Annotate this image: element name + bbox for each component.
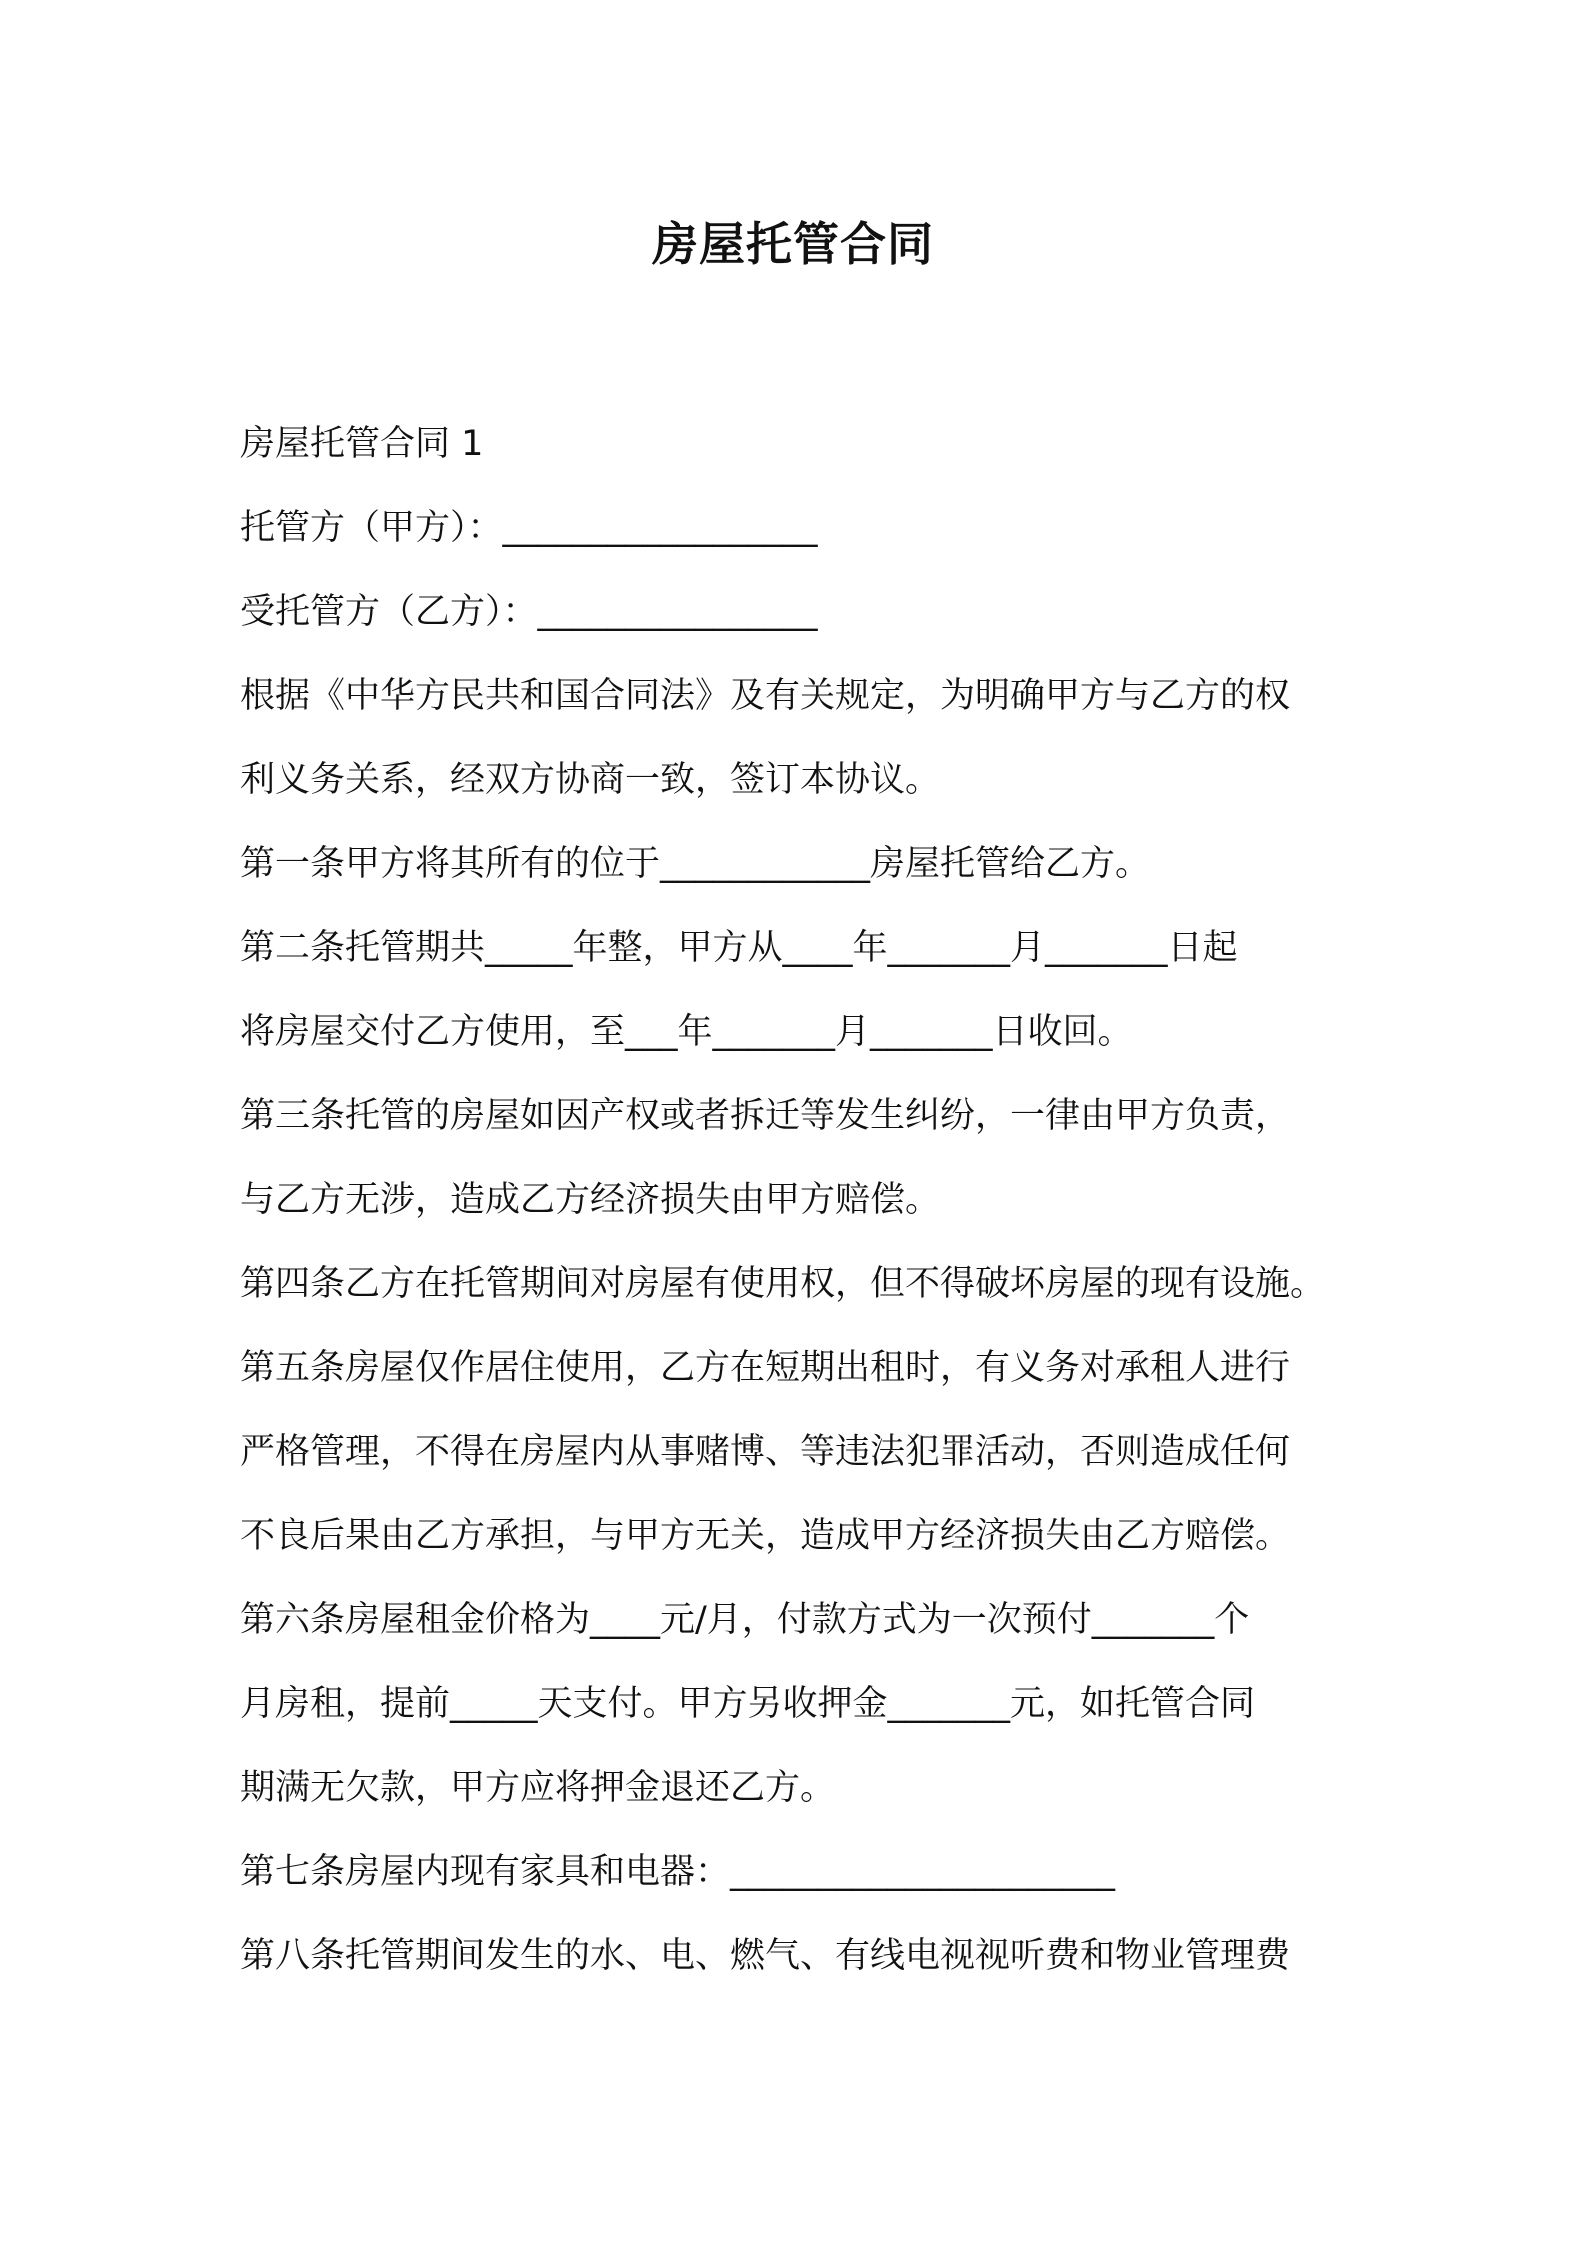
article-3-line: 第三条托管的房屋如因产权或者拆迁等发生纠纷，一律由甲方负责， — [240, 1096, 1291, 1136]
preamble-line: 根据《中华方民共和国合同法》及有关规定，为明确甲方与乙方的权 — [240, 676, 1291, 716]
subtitle-line: 房屋托管合同 1 — [240, 424, 484, 464]
article-7-line: 第七条房屋内现有家具和电器：______________________ — [240, 1852, 1116, 1892]
preamble-line: 利义务关系，经双方协商一致，签订本协议。 — [240, 760, 941, 800]
article-2-line: 将房屋交付乙方使用，至___年_______月_______日收回。 — [240, 1012, 1133, 1052]
article-2-line: 第二条托管期共_____年整，甲方从____年_______月_______日起 — [240, 928, 1238, 968]
document-body — [240, 402, 1390, 1998]
article-6-line: 期满无欠款，甲方应将押金退还乙方。 — [240, 1768, 836, 1808]
party-a-line: 托管方（甲方）：__________________ — [240, 508, 818, 548]
party-b-line: 受托管方（乙方）：________________ — [240, 592, 818, 632]
article-8-line: 第八条托管期间发生的水、电、燃气、有线电视视听费和物业管理费 — [240, 1936, 1291, 1976]
article-5-line: 不良后果由乙方承担，与甲方无关，造成甲方经济损失由乙方赔偿。 — [240, 1516, 1291, 1556]
article-5-line: 第五条房屋仅作居住使用，乙方在短期出租时，有义务对承租人进行 — [240, 1348, 1291, 1388]
article-1-line: 第一条甲方将其所有的位于____________房屋托管给乙方。 — [240, 844, 1151, 884]
article-6-line: 月房租，提前_____天支付。甲方另收押金_______元，如托管合同 — [240, 1684, 1256, 1724]
document-title: 房屋托管合同 — [652, 217, 934, 271]
article-4-line: 第四条乙方在托管期间对房屋有使用权，但不得破坏房屋的现有设施。 — [240, 1264, 1326, 1304]
article-5-line: 严格管理，不得在房屋内从事赌博、等违法犯罪活动，否则造成任何 — [240, 1432, 1291, 1472]
article-3-line: 与乙方无涉，造成乙方经济损失由甲方赔偿。 — [240, 1180, 941, 1220]
article-6-line: 第六条房屋租金价格为____元/月，付款方式为一次预付_______个 — [240, 1600, 1250, 1640]
